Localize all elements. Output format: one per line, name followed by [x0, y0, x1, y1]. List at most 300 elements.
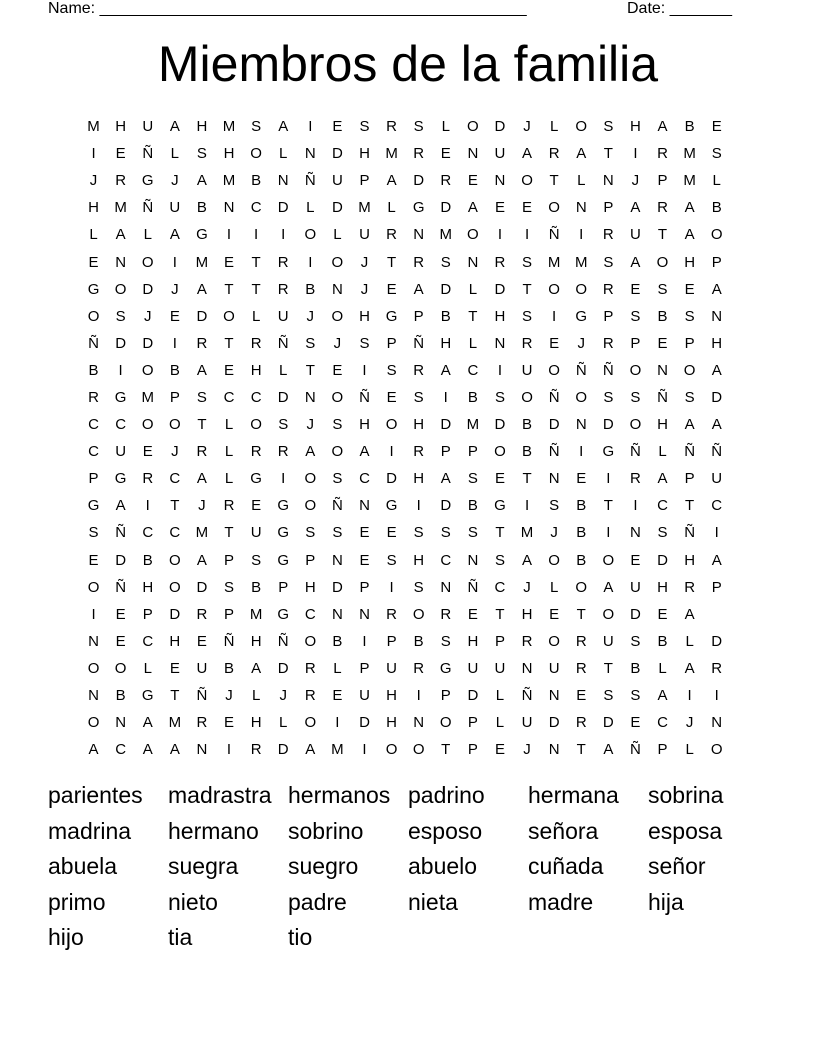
grid-letter: J: [306, 416, 315, 434]
grid-letter: A: [522, 145, 533, 163]
grid-letter: O: [467, 226, 479, 244]
grid-letter: A: [684, 226, 695, 244]
grid-letter: T: [603, 145, 613, 163]
grid-letter: J: [577, 334, 585, 352]
grid-letter: O: [141, 416, 154, 434]
grid-letter: L: [279, 361, 288, 379]
grid-letter: M: [466, 416, 480, 434]
grid-letter: D: [494, 416, 506, 434]
grid-letter: T: [495, 605, 505, 623]
grid-letter: S: [657, 280, 668, 298]
grid-letter: P: [359, 172, 370, 190]
grid-letter: R: [223, 497, 235, 515]
grid-letter: M: [195, 253, 209, 271]
grid-letter: T: [170, 497, 180, 515]
grid-letter: M: [222, 118, 236, 136]
grid-letter: G: [602, 443, 615, 461]
grid-letter: H: [440, 334, 452, 352]
grid-letter: I: [497, 226, 503, 244]
grid-letter: O: [168, 578, 181, 596]
grid-letter: O: [385, 741, 398, 759]
grid-letter: H: [196, 118, 208, 136]
grid-letter: I: [687, 687, 692, 705]
grid-letter: S: [305, 334, 316, 352]
word-bank-item: esposo: [408, 817, 483, 844]
grid-letter: L: [549, 118, 559, 136]
grid-letter: O: [575, 118, 588, 136]
grid-letter: R: [196, 334, 208, 352]
grid-letter: E: [630, 551, 641, 569]
grid-letter: S: [630, 632, 641, 650]
grid-letter: C: [657, 497, 668, 515]
grid-letter: A: [359, 443, 370, 461]
grid-letter: E: [332, 361, 343, 379]
grid-letter: I: [606, 470, 611, 488]
grid-letter: I: [308, 253, 313, 271]
grid-letter: H: [223, 145, 235, 163]
grid-letter: O: [168, 416, 181, 434]
grid-letter: A: [196, 172, 207, 190]
grid-letter: D: [359, 714, 370, 732]
grid-letter: E: [224, 361, 235, 379]
grid-letter: B: [684, 118, 695, 136]
grid-letter: A: [603, 741, 614, 759]
grid-letter: S: [657, 524, 668, 542]
grid-letter: N: [494, 172, 506, 190]
grid-letter: N: [223, 199, 235, 217]
grid-letter: I: [714, 524, 719, 542]
grid-letter: L: [224, 470, 234, 488]
grid-letter: R: [413, 361, 425, 379]
grid-letter: I: [91, 605, 96, 623]
grid-letter: D: [548, 416, 560, 434]
grid-letter: S: [494, 388, 505, 406]
grid-letter: J: [631, 172, 640, 190]
grid-letter: N: [521, 659, 533, 677]
grid-letter: H: [657, 578, 668, 596]
grid-letter: N: [630, 524, 641, 542]
grid-letter: N: [602, 172, 614, 190]
grid-letter: U: [359, 226, 370, 244]
grid-letter: H: [413, 416, 425, 434]
grid-letter: S: [196, 145, 207, 163]
word-bank-item: hermana: [528, 782, 619, 808]
grid-letter: C: [657, 714, 668, 732]
grid-letter: P: [711, 253, 722, 271]
grid-letter: U: [711, 470, 723, 488]
word-bank-item: abuelo: [408, 853, 478, 879]
grid-letter: R: [711, 659, 723, 677]
grid-letter: P: [386, 632, 397, 650]
grid-letter: I: [145, 497, 150, 515]
grid-letter: A: [88, 741, 99, 759]
grid-letter: E: [386, 388, 397, 406]
grid-letter: S: [684, 388, 695, 406]
grid-letter: D: [440, 280, 452, 298]
grid-letter: R: [250, 443, 262, 461]
grid-letter: B: [332, 632, 343, 650]
grid-letter: O: [250, 416, 262, 434]
grid-letter: U: [386, 659, 397, 677]
grid-letter: O: [575, 388, 588, 406]
grid-letter: D: [169, 605, 181, 623]
grid-letter: U: [359, 687, 370, 705]
grid-letter: S: [332, 470, 343, 488]
grid-letter: A: [115, 497, 126, 515]
grid-letter: N: [467, 551, 479, 569]
grid-letter: O: [87, 659, 100, 677]
grid-letter: Ñ: [304, 172, 316, 190]
grid-letter: B: [711, 199, 722, 217]
grid-letter: A: [142, 741, 153, 759]
grid-letter: A: [630, 253, 641, 271]
grid-letter: O: [168, 551, 181, 569]
grid-letter: J: [523, 578, 531, 596]
grid-letter: N: [494, 334, 506, 352]
grid-letter: J: [198, 497, 206, 515]
grid-letter: S: [684, 307, 695, 325]
grid-letter: M: [683, 145, 696, 163]
grid-letter: H: [359, 416, 370, 434]
grid-letter: O: [331, 443, 344, 461]
grid-letter: S: [522, 253, 533, 271]
grid-letter: Ñ: [331, 497, 343, 515]
grid-letter: H: [250, 632, 262, 650]
grid-letter: O: [602, 605, 615, 623]
grid-letter: R: [250, 741, 262, 759]
grid-letter: H: [413, 551, 425, 569]
grid-letter: S: [115, 307, 126, 325]
grid-letter: B: [251, 578, 262, 596]
grid-letter: A: [196, 361, 207, 379]
grid-letter: D: [331, 199, 343, 217]
grid-letter: G: [114, 388, 127, 406]
word-bank-item: madre: [528, 888, 594, 915]
grid-letter: T: [603, 659, 613, 677]
grid-letter: I: [389, 578, 394, 596]
grid-letter: R: [142, 470, 154, 488]
grid-letter: O: [548, 361, 560, 379]
grid-letter: C: [115, 416, 127, 434]
grid-letter: T: [224, 280, 234, 298]
word-bank-item: tia: [168, 924, 193, 950]
grid-letter: P: [169, 388, 180, 406]
grid-letter: S: [440, 632, 451, 650]
grid-letter: S: [440, 253, 451, 271]
grid-letter: D: [467, 687, 479, 705]
grid-letter: H: [142, 578, 154, 596]
grid-letter: T: [224, 524, 234, 542]
grid-letter: N: [548, 687, 560, 705]
grid-letter: B: [88, 361, 99, 379]
grid-letter: E: [359, 524, 370, 542]
word-bank-item: tio: [288, 924, 313, 950]
grid-letter: B: [196, 199, 207, 217]
grid-letter: M: [114, 199, 127, 217]
grid-letter: S: [413, 524, 424, 542]
grid-letter: O: [683, 361, 696, 379]
worksheet-header: [0, 0, 816, 19]
grid-letter: R: [196, 714, 208, 732]
grid-letter: I: [362, 361, 367, 379]
grid-letter: P: [630, 334, 641, 352]
grid-letter: O: [250, 145, 262, 163]
grid-letter: O: [141, 253, 154, 271]
grid-letter: I: [172, 253, 177, 271]
grid-letter: P: [603, 199, 614, 217]
grid-letter: J: [225, 687, 233, 705]
grid-letter: J: [523, 118, 531, 136]
page-title: Miembros de la familia: [157, 36, 659, 92]
grid-letter: L: [658, 659, 667, 677]
grid-letter: T: [386, 253, 397, 271]
grid-letter: S: [224, 578, 235, 596]
grid-letter: U: [494, 659, 506, 677]
word-bank-item: hija: [648, 888, 684, 915]
grid-letter: A: [115, 226, 126, 244]
grid-letter: E: [196, 632, 207, 650]
grid-letter: H: [88, 199, 99, 217]
grid-letter: R: [413, 253, 425, 271]
grid-letter: M: [168, 714, 182, 732]
grid-letter: O: [548, 551, 560, 569]
grid-letter: E: [494, 470, 505, 488]
grid-letter: J: [360, 280, 369, 298]
grid-letter: B: [630, 659, 641, 677]
word-bank-item: señora: [528, 817, 599, 844]
grid-letter: U: [467, 659, 479, 677]
grid-letter: A: [440, 361, 451, 379]
grid-letter: H: [359, 307, 370, 325]
grid-letter: J: [171, 443, 179, 461]
grid-letter: O: [304, 632, 317, 650]
grid-letter: Ñ: [548, 443, 560, 461]
grid-letter: R: [277, 443, 289, 461]
grid-letter: Ñ: [413, 334, 425, 352]
grid-letter: R: [413, 659, 425, 677]
grid-letter: G: [277, 551, 290, 569]
grid-letter: A: [684, 605, 695, 623]
grid-letter: P: [88, 470, 99, 488]
grid-letter: L: [468, 334, 478, 352]
grid-letter: R: [602, 334, 614, 352]
grid-letter: B: [576, 497, 587, 515]
grid-letter: Ñ: [359, 388, 370, 406]
grid-letter: O: [304, 497, 317, 515]
grid-letter: O: [548, 632, 560, 650]
grid-letter: I: [633, 145, 638, 163]
grid-letter: M: [683, 172, 696, 190]
grid-letter: D: [657, 551, 668, 569]
grid-letter: L: [712, 172, 721, 190]
grid-letter: O: [521, 172, 533, 190]
grid-letter: Ñ: [223, 632, 235, 650]
grid-letter: O: [412, 741, 425, 759]
grid-letter: S: [603, 687, 614, 705]
grid-letter: B: [522, 443, 533, 461]
grid-letter: Ñ: [684, 524, 696, 542]
grid-letter: J: [306, 307, 315, 325]
grid-letter: E: [494, 741, 505, 759]
grid-letter: J: [89, 172, 98, 190]
grid-letter: L: [89, 226, 98, 244]
grid-letter: N: [277, 172, 289, 190]
grid-letter: C: [711, 497, 723, 515]
grid-letter: R: [250, 334, 262, 352]
grid-letter: Ñ: [684, 443, 696, 461]
grid-letter: L: [577, 172, 586, 190]
grid-letter: O: [575, 280, 588, 298]
grid-letter: R: [630, 470, 641, 488]
grid-letter: B: [224, 659, 235, 677]
grid-letter: S: [549, 497, 560, 515]
grid-letter: U: [196, 659, 208, 677]
grid-letter: B: [657, 632, 668, 650]
grid-letter: O: [602, 551, 615, 569]
grid-letter: E: [467, 172, 478, 190]
grid-letter: G: [196, 226, 208, 244]
grid-letter: O: [439, 714, 452, 732]
grid-letter: G: [114, 470, 127, 488]
grid-letter: P: [684, 470, 695, 488]
grid-letter: R: [196, 605, 208, 623]
grid-letter: P: [224, 551, 235, 569]
grid-letter: O: [412, 605, 425, 623]
grid-letter: Ñ: [115, 524, 127, 542]
grid-letter: I: [552, 307, 557, 325]
grid-letter: R: [304, 687, 316, 705]
grid-letter: J: [333, 334, 342, 352]
grid-letter: R: [440, 605, 452, 623]
grid-letter: O: [223, 307, 235, 325]
grid-letter: P: [494, 632, 505, 650]
grid-letter: H: [304, 578, 316, 596]
grid-letter: G: [494, 497, 506, 515]
grid-letter: H: [359, 145, 370, 163]
grid-letter: O: [304, 714, 317, 732]
grid-letter: I: [497, 361, 503, 379]
grid-letter: G: [385, 497, 398, 515]
grid-letter: G: [87, 280, 100, 298]
grid-letter: L: [224, 416, 234, 434]
grid-letter: E: [115, 605, 126, 623]
grid-letter: Ñ: [142, 145, 154, 163]
grid-letter: I: [118, 361, 123, 379]
grid-letter: G: [141, 687, 154, 705]
grid-letter: S: [196, 388, 207, 406]
grid-letter: U: [115, 443, 127, 461]
grid-letter: D: [440, 199, 452, 217]
grid-letter: S: [522, 307, 533, 325]
grid-letter: T: [468, 307, 478, 325]
grid-letter: R: [413, 145, 425, 163]
grid-letter: L: [251, 687, 261, 705]
name-field-label: Name: ________________________________________________: [48, 0, 527, 17]
grid-letter: O: [304, 470, 317, 488]
grid-letter: O: [575, 578, 588, 596]
grid-letter: A: [169, 226, 180, 244]
grid-letter: T: [495, 524, 505, 542]
word-bank-item: sobrina: [648, 782, 724, 808]
grid-letter: I: [335, 714, 340, 732]
grid-letter: T: [576, 605, 586, 623]
grid-letter: A: [467, 199, 478, 217]
grid-letter: U: [630, 226, 641, 244]
grid-letter: T: [170, 687, 180, 705]
grid-letter: I: [254, 226, 259, 244]
grid-letter: L: [495, 687, 505, 705]
grid-letter: O: [87, 307, 100, 325]
grid-letter: R: [413, 443, 425, 461]
grid-letter: Ñ: [630, 443, 641, 461]
grid-letter: M: [520, 524, 534, 542]
grid-letter: U: [331, 172, 343, 190]
grid-letter: R: [386, 605, 397, 623]
grid-letter: J: [171, 172, 179, 190]
grid-letter: P: [305, 551, 316, 569]
grid-letter: I: [579, 226, 584, 244]
grid-letter: C: [88, 443, 99, 461]
grid-letter: I: [308, 118, 313, 136]
grid-letter: N: [304, 145, 316, 163]
grid-letter: P: [657, 172, 668, 190]
grid-letter: O: [385, 416, 398, 434]
grid-letter: N: [467, 145, 479, 163]
grid-letter: C: [467, 361, 479, 379]
grid-letter: D: [115, 551, 127, 569]
word-bank-item: parientes: [48, 782, 143, 808]
grid-letter: T: [603, 497, 613, 515]
grid-letter: S: [467, 470, 478, 488]
grid-letter: N: [413, 226, 425, 244]
grid-letter: A: [251, 659, 262, 677]
grid-letter: D: [494, 280, 506, 298]
grid-letter: A: [440, 470, 451, 488]
grid-letter: E: [711, 118, 722, 136]
grid-letter: P: [467, 443, 478, 461]
grid-letter: I: [362, 632, 367, 650]
grid-letter: M: [249, 605, 263, 623]
grid-letter: R: [521, 334, 533, 352]
grid-letter: N: [331, 280, 343, 298]
grid-letter: B: [657, 307, 668, 325]
grid-letter: N: [548, 470, 560, 488]
grid-letter: D: [277, 199, 289, 217]
grid-letter: R: [521, 632, 533, 650]
grid-letter: M: [141, 388, 154, 406]
grid-letter: J: [171, 280, 179, 298]
grid-letter: R: [386, 118, 397, 136]
grid-letter: E: [332, 687, 343, 705]
grid-letter: E: [657, 605, 668, 623]
grid-letter: P: [440, 443, 451, 461]
grid-letter: G: [277, 605, 290, 623]
grid-letter: S: [494, 551, 505, 569]
grid-letter: R: [277, 253, 289, 271]
grid-letter: N: [331, 605, 343, 623]
grid-letter: C: [169, 470, 181, 488]
grid-letter: A: [413, 280, 424, 298]
grid-letter: M: [222, 172, 236, 190]
grid-letter: R: [494, 253, 506, 271]
grid-letter: H: [169, 632, 181, 650]
grid-letter: D: [440, 497, 452, 515]
grid-letter: Ñ: [602, 361, 614, 379]
word-bank-item: abuela: [48, 853, 118, 879]
grid-letter: D: [602, 714, 614, 732]
grid-letter: I: [714, 687, 719, 705]
grid-letter: E: [576, 687, 587, 705]
